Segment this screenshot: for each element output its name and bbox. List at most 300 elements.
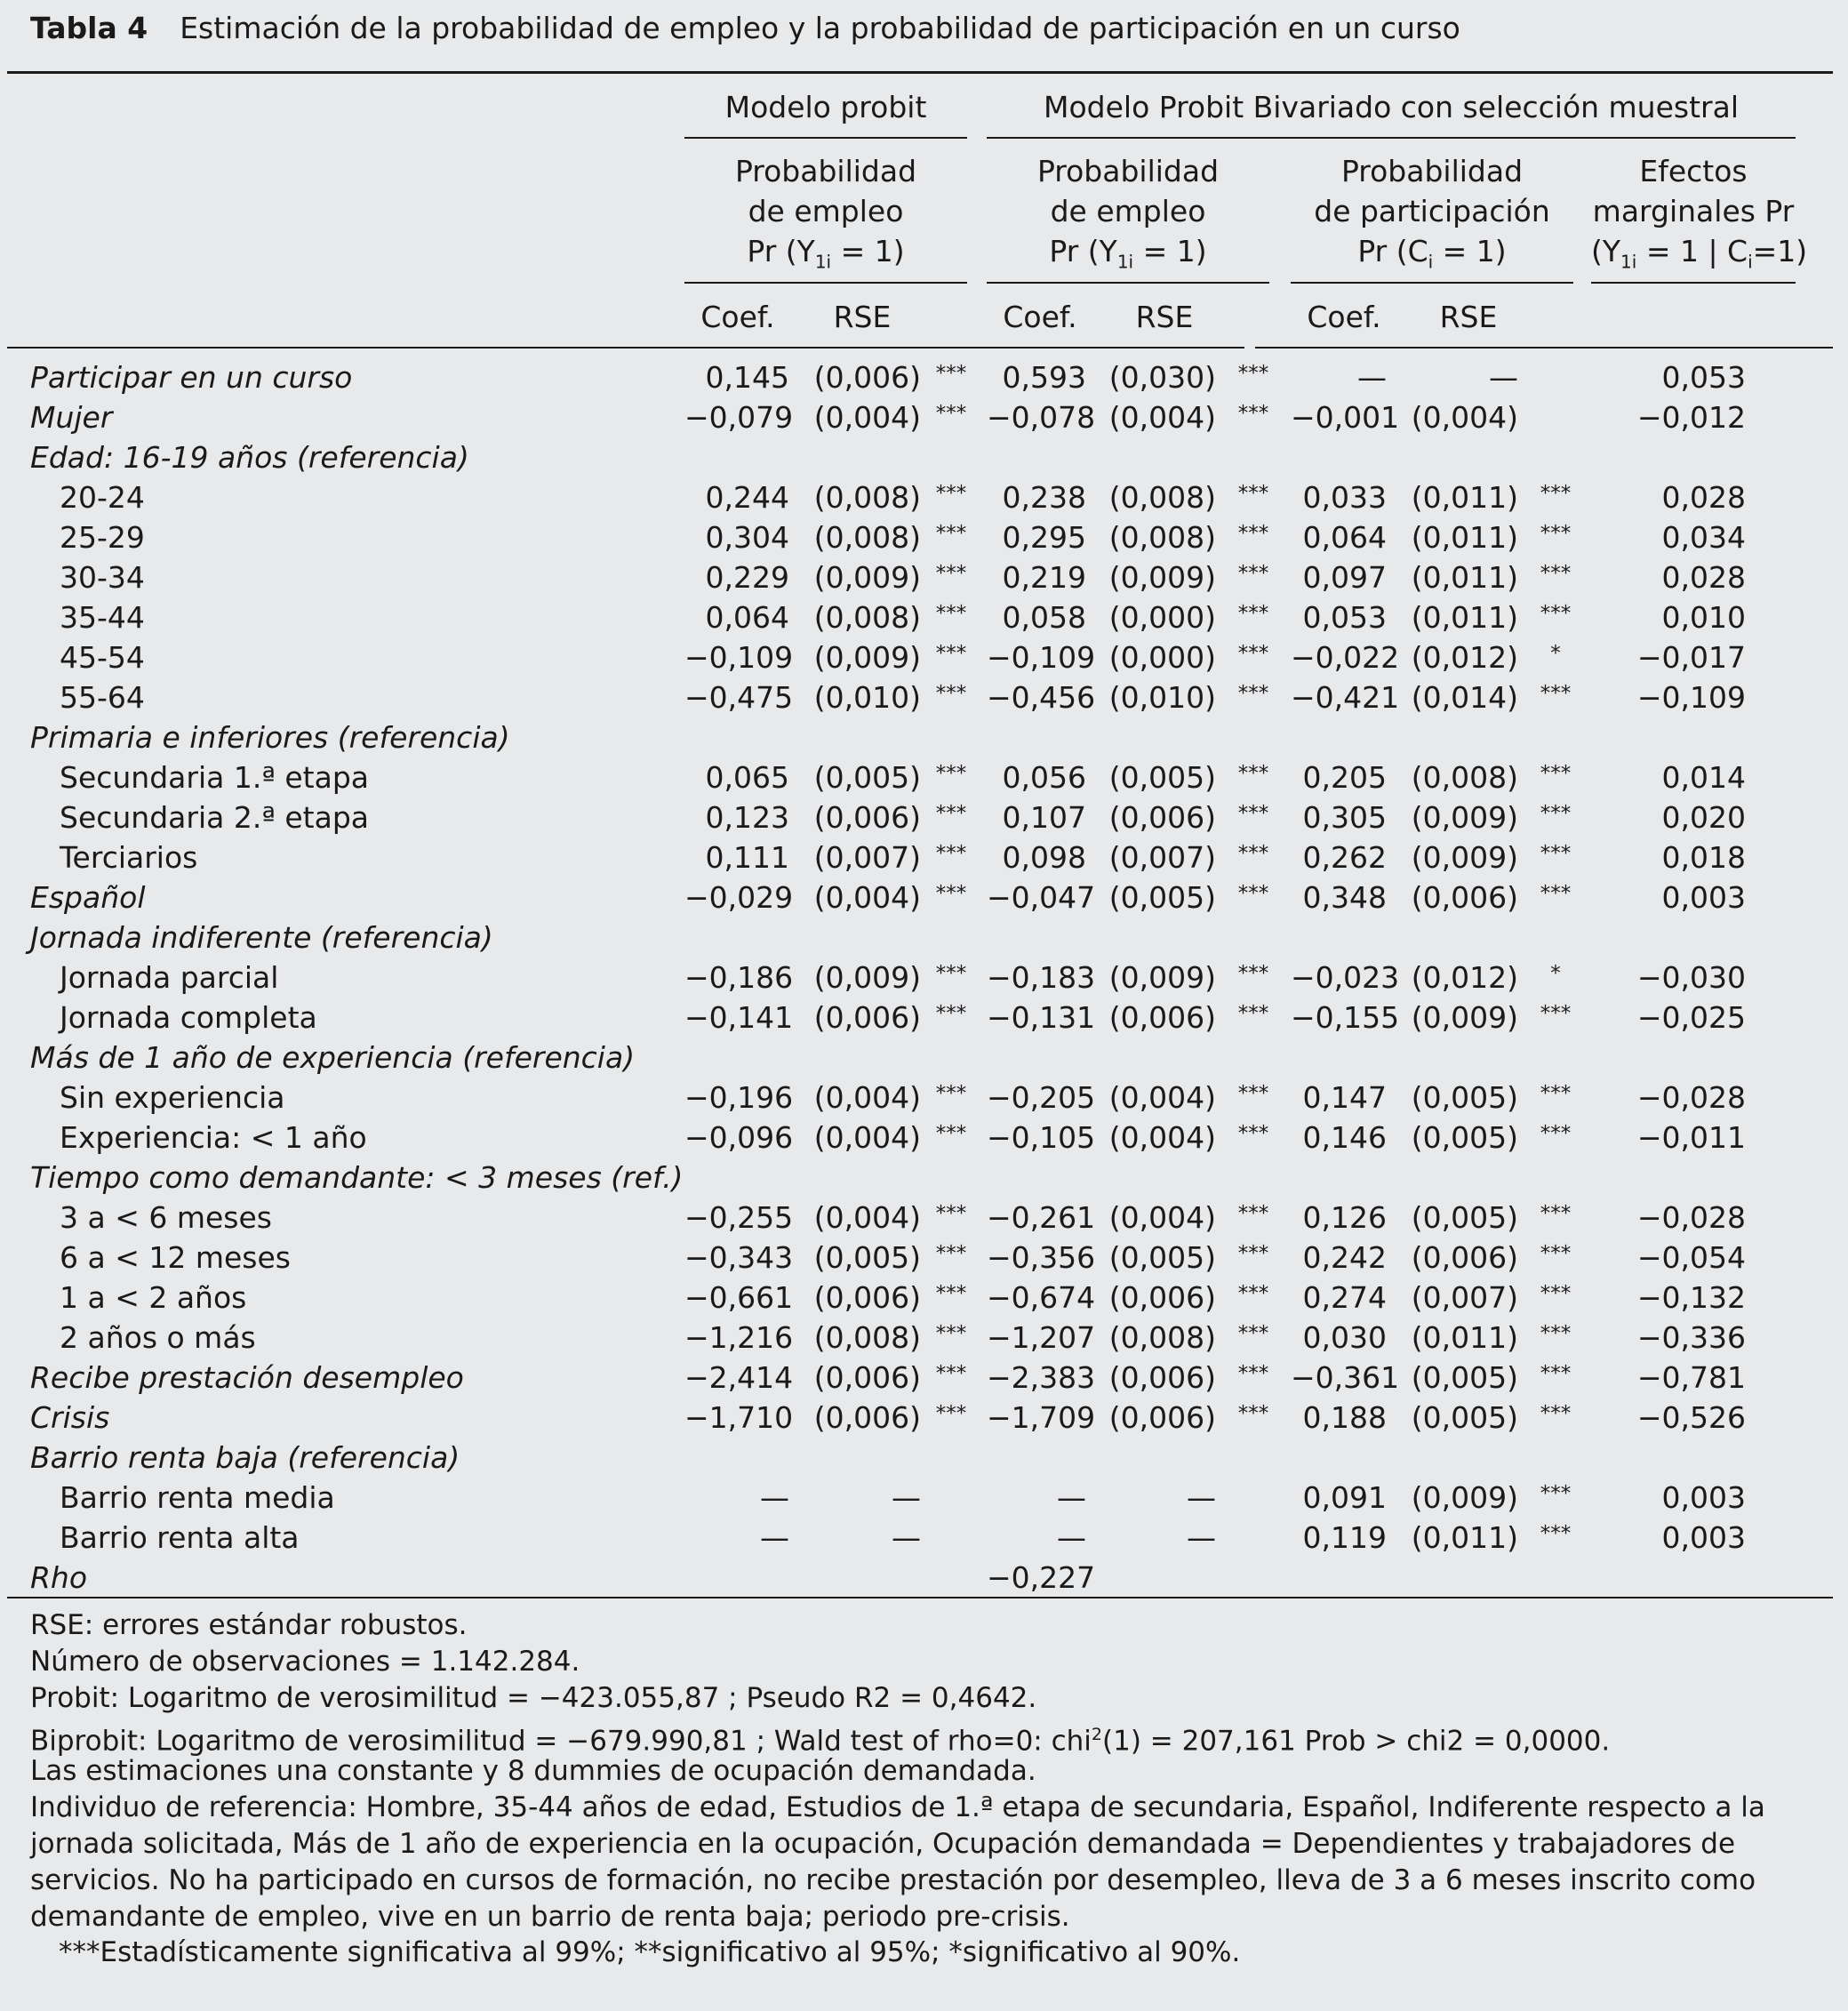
cell-biprobit-emp-rse: (0,009) bbox=[1108, 560, 1216, 595]
cell-biprobit-part-coef: 0,274 bbox=[1302, 1280, 1387, 1315]
cell-biprobit-part-rse: (0,005) bbox=[1411, 1360, 1518, 1395]
cell-biprobit-emp-rse: (0,004) bbox=[1108, 400, 1216, 435]
cell-biprobit-part-coef: −0,155 bbox=[1291, 1000, 1400, 1035]
cell-probit-sig: *** bbox=[935, 362, 967, 385]
cell-biprobit-emp-rse: (0,006) bbox=[1108, 1280, 1216, 1315]
cell-biprobit-part-coef: 0,305 bbox=[1302, 800, 1387, 835]
note-probit: Probit: Logaritmo de verosimilitud = −423.055,87 ; Pseudo R2 = 0,4642. bbox=[30, 1682, 1037, 1714]
row-label: Edad: 16-19 años (referencia) bbox=[30, 440, 469, 475]
cell-biprobit-emp-rse: — bbox=[1187, 1480, 1216, 1515]
cell-biprobit-part-coef: 0,146 bbox=[1302, 1120, 1387, 1155]
cell-probit-coef: 0,304 bbox=[705, 520, 789, 555]
row-label: 45-54 bbox=[60, 640, 145, 675]
cell-probit-rse: (0,004) bbox=[813, 1080, 921, 1115]
table-row bbox=[0, 797, 1848, 837]
row-label: Rho bbox=[30, 1560, 88, 1595]
cell-marginal-effect: 0,034 bbox=[1661, 520, 1746, 555]
row-label: Secundaria 2.ª etapa bbox=[60, 800, 369, 835]
table-row bbox=[0, 1278, 1848, 1318]
cell-probit-coef: 0,244 bbox=[705, 480, 789, 515]
cell-biprobit-part-rse: (0,007) bbox=[1411, 1280, 1518, 1315]
cell-biprobit-part-coef: 0,126 bbox=[1302, 1200, 1387, 1235]
cell-biprobit-emp-sig: *** bbox=[1237, 1402, 1269, 1425]
col-header-biprobit-participation: Probabilidad de participación Pr $(C_i = 1)$ bbox=[1314, 154, 1550, 273]
table-row bbox=[0, 997, 1848, 1038]
cell-biprobit-part-sig: *** bbox=[1540, 1002, 1572, 1025]
cell-biprobit-part-sig: *** bbox=[1540, 762, 1572, 785]
row-label: 30-34 bbox=[60, 560, 145, 595]
cell-biprobit-part-sig: *** bbox=[1540, 802, 1572, 825]
cell-biprobit-part-sig: *** bbox=[1540, 1242, 1572, 1265]
cell-biprobit-emp-rse: (0,006) bbox=[1108, 1400, 1216, 1435]
cell-probit-rse: (0,007) bbox=[813, 840, 921, 875]
cell-biprobit-emp-rse: (0,006) bbox=[1108, 1000, 1216, 1035]
cell-biprobit-emp-coef: −0,674 bbox=[987, 1280, 1096, 1315]
cell-biprobit-emp-rse: (0,004) bbox=[1108, 1200, 1216, 1235]
cell-probit-coef: −0,475 bbox=[684, 680, 794, 715]
cell-probit-sig: *** bbox=[935, 522, 967, 545]
cell-marginal-effect: 0,053 bbox=[1661, 360, 1746, 395]
cell-marginal-effect: −0,028 bbox=[1636, 1080, 1746, 1115]
cell-biprobit-part-sig: *** bbox=[1540, 1522, 1572, 1545]
cell-biprobit-part-rse: (0,006) bbox=[1411, 880, 1518, 915]
cell-marginal-effect: 0,020 bbox=[1661, 800, 1746, 835]
cell-probit-sig: *** bbox=[935, 1242, 967, 1265]
cell-biprobit-part-rse: (0,011) bbox=[1411, 1520, 1518, 1555]
cell-probit-sig: *** bbox=[935, 642, 967, 665]
group-header-biprobit: Modelo Probit Bivariado con selección muestral bbox=[1043, 90, 1739, 124]
cell-biprobit-emp-sig: *** bbox=[1237, 682, 1269, 705]
cell-probit-rse: (0,005) bbox=[813, 760, 921, 795]
cell-marginal-effect: −0,336 bbox=[1636, 1320, 1746, 1355]
cell-marginal-effect: −0,109 bbox=[1636, 680, 1746, 715]
table-row bbox=[0, 1038, 1848, 1078]
table-row bbox=[0, 877, 1848, 917]
cell-biprobit-part-sig: *** bbox=[1540, 522, 1572, 545]
cell-biprobit-emp-coef: −2,383 bbox=[987, 1360, 1096, 1395]
cell-biprobit-part-rse: (0,011) bbox=[1411, 1320, 1518, 1355]
row-label: Terciarios bbox=[60, 840, 198, 875]
cell-probit-rse: (0,004) bbox=[813, 880, 921, 915]
cell-biprobit-part-rse: (0,012) bbox=[1411, 960, 1518, 995]
note-significance: ***Estadísticamente significativa al 99%; **significativo al 95%; *significativo al 90%. bbox=[59, 1936, 1241, 1968]
table-row bbox=[0, 757, 1848, 797]
cell-probit-sig: *** bbox=[935, 1322, 967, 1345]
cell-marginal-effect: 0,014 bbox=[1661, 760, 1746, 795]
cell-probit-coef: 0,064 bbox=[705, 600, 789, 635]
cell-biprobit-emp-coef: −0,047 bbox=[987, 880, 1096, 915]
cell-probit-rse: (0,006) bbox=[813, 360, 921, 395]
row-label: 35-44 bbox=[60, 600, 145, 635]
cell-biprobit-emp-sig: *** bbox=[1237, 1242, 1269, 1265]
cell-biprobit-emp-coef: −0,105 bbox=[987, 1120, 1096, 1155]
cell-biprobit-part-sig: * bbox=[1550, 642, 1561, 665]
cell-marginal-effect: 0,018 bbox=[1661, 840, 1746, 875]
cell-biprobit-emp-sig: *** bbox=[1237, 1002, 1269, 1025]
cell-probit-coef: −2,414 bbox=[684, 1360, 794, 1395]
row-label: Más de 1 año de experiencia (referencia) bbox=[30, 1040, 636, 1075]
cell-probit-coef: 0,145 bbox=[705, 360, 789, 395]
cell-biprobit-emp-sig: *** bbox=[1237, 1282, 1269, 1305]
table-row bbox=[0, 1518, 1848, 1558]
note-reference-individual: Individuo de referencia: Hombre, 35-44 años de edad, Estudios de 1.ª etapa de secundaria, Español, Indiferente respecto a la jornada solicitada, Más de 1 año de experiencia en la ocupación, Ocupación demandada = Dependientes y trabajadores de servicios. No ha participado en cursos de formación, no recibe prestación por desempleo, lleva de 3 a 6 meses inscrito como demandante de empleo, vive en un barrio de renta baja; periodo pre-crisis. bbox=[30, 1791, 1765, 1933]
cell-biprobit-emp-rse: (0,004) bbox=[1108, 1080, 1216, 1115]
cell-probit-coef: −0,343 bbox=[684, 1240, 794, 1275]
table-row bbox=[0, 597, 1848, 637]
table-bottom-rule bbox=[7, 1597, 1833, 1598]
cell-probit-coef: −1,710 bbox=[684, 1400, 794, 1435]
cell-biprobit-emp-rse: (0,010) bbox=[1108, 680, 1216, 715]
col-rule-1 bbox=[684, 282, 967, 284]
group-header-probit: Modelo probit bbox=[724, 90, 927, 124]
cell-marginal-effect: 0,003 bbox=[1661, 1480, 1746, 1515]
cell-probit-coef: −0,029 bbox=[684, 880, 794, 915]
cell-probit-rse: (0,006) bbox=[813, 1400, 921, 1435]
table-row bbox=[0, 1238, 1848, 1278]
cell-probit-rse: (0,006) bbox=[813, 1000, 921, 1035]
cell-biprobit-part-rse: (0,014) bbox=[1411, 680, 1518, 715]
row-label: Secundaria 1.ª etapa bbox=[60, 760, 369, 795]
cell-probit-rse: (0,009) bbox=[813, 560, 921, 595]
cell-biprobit-part-rse: (0,005) bbox=[1411, 1200, 1518, 1235]
cell-biprobit-part-coef: 0,097 bbox=[1302, 560, 1387, 595]
subheader-coef-3: Coef. bbox=[1307, 300, 1381, 334]
cell-probit-rse: (0,008) bbox=[813, 480, 921, 515]
note-observations: Número de observaciones = 1.142.284. bbox=[30, 1646, 580, 1678]
cell-probit-rse: (0,004) bbox=[813, 1120, 921, 1155]
cell-biprobit-part-rse: (0,011) bbox=[1411, 520, 1518, 555]
cell-biprobit-part-sig: *** bbox=[1540, 1322, 1572, 1345]
table-row bbox=[0, 957, 1848, 997]
cell-marginal-effect: −0,132 bbox=[1636, 1280, 1746, 1315]
cell-biprobit-part-sig: *** bbox=[1540, 1202, 1572, 1225]
col-header-probit-employment: Probabilidad de empleo Pr $(Y_{1i} = 1)$ bbox=[734, 154, 917, 273]
cell-biprobit-part-sig: *** bbox=[1540, 1482, 1572, 1505]
cell-biprobit-part-sig: *** bbox=[1540, 562, 1572, 585]
cell-marginal-effect: 0,028 bbox=[1661, 480, 1746, 515]
cell-probit-rse: (0,008) bbox=[813, 520, 921, 555]
cell-probit-sig: *** bbox=[935, 1122, 967, 1145]
cell-biprobit-emp-coef: −0,131 bbox=[987, 1000, 1096, 1035]
row-label: Primaria e inferiores (referencia) bbox=[30, 720, 510, 755]
cell-probit-coef: 0,111 bbox=[705, 840, 789, 875]
cell-marginal-effect: 0,003 bbox=[1661, 1520, 1746, 1555]
cell-marginal-effect: −0,054 bbox=[1636, 1240, 1746, 1275]
cell-biprobit-part-coef: −0,421 bbox=[1291, 680, 1400, 715]
cell-probit-sig: *** bbox=[935, 842, 967, 865]
cell-biprobit-emp-coef: −0,183 bbox=[987, 960, 1096, 995]
subheader-rse-1: RSE bbox=[833, 300, 892, 334]
cell-probit-rse: (0,008) bbox=[813, 1320, 921, 1355]
cell-probit-rse: — bbox=[892, 1520, 921, 1555]
cell-biprobit-part-rse: (0,011) bbox=[1411, 560, 1518, 595]
cell-biprobit-emp-coef: 0,593 bbox=[1002, 360, 1086, 395]
cell-marginal-effect: 0,010 bbox=[1661, 600, 1746, 635]
table-row bbox=[0, 717, 1848, 757]
cell-marginal-effect: −0,012 bbox=[1636, 400, 1746, 435]
row-label: Español bbox=[30, 880, 146, 915]
cell-probit-coef: 0,065 bbox=[705, 760, 789, 795]
cell-biprobit-emp-coef: 0,238 bbox=[1002, 480, 1086, 515]
note-biprobit: Biprobit: Logaritmo de verosimilitud = −679.990,81 ; Wald test of rho=0: chi$^2$(1) = 207,161 Prob > chi2 = 0,0000. bbox=[30, 1725, 1611, 1758]
cell-biprobit-part-rse: (0,005) bbox=[1411, 1400, 1518, 1435]
cell-biprobit-emp-sig: *** bbox=[1237, 522, 1269, 545]
row-label: 3 a < 6 meses bbox=[60, 1200, 272, 1235]
table-row bbox=[0, 1478, 1848, 1518]
cell-biprobit-emp-sig: *** bbox=[1237, 762, 1269, 785]
cell-biprobit-emp-rse: (0,005) bbox=[1108, 1240, 1216, 1275]
table-row bbox=[0, 1358, 1848, 1398]
row-label: 1 a < 2 años bbox=[60, 1280, 247, 1315]
subheader-rse-3: RSE bbox=[1439, 300, 1498, 334]
header-bottom-rule-left bbox=[7, 347, 1244, 349]
note-estimations: Las estimaciones una constante y 8 dummies de ocupación demandada. bbox=[30, 1755, 1036, 1787]
cell-biprobit-emp-sig: *** bbox=[1237, 1202, 1269, 1225]
cell-probit-coef: −0,141 bbox=[684, 1000, 794, 1035]
cell-biprobit-part-coef: 0,147 bbox=[1302, 1080, 1387, 1115]
cell-probit-coef: −0,186 bbox=[684, 960, 794, 995]
cell-biprobit-emp-sig: *** bbox=[1237, 802, 1269, 825]
cell-probit-rse: (0,010) bbox=[813, 680, 921, 715]
row-label: Jornada parcial bbox=[60, 960, 279, 995]
cell-biprobit-emp-rse: — bbox=[1187, 1520, 1216, 1555]
table-row bbox=[0, 557, 1848, 597]
cell-biprobit-emp-rse: (0,008) bbox=[1108, 520, 1216, 555]
cell-biprobit-part-rse: (0,008) bbox=[1411, 760, 1518, 795]
cell-biprobit-emp-rse: (0,006) bbox=[1108, 1360, 1216, 1395]
cell-biprobit-emp-rse: (0,004) bbox=[1108, 1120, 1216, 1155]
cell-biprobit-emp-coef: 0,058 bbox=[1002, 600, 1086, 635]
table-row bbox=[0, 637, 1848, 677]
cell-biprobit-emp-rse: (0,007) bbox=[1108, 840, 1216, 875]
cell-probit-sig: *** bbox=[935, 882, 967, 905]
cell-biprobit-part-coef: 0,205 bbox=[1302, 760, 1387, 795]
cell-biprobit-emp-coef: −1,207 bbox=[987, 1320, 1096, 1355]
cell-biprobit-emp-coef: −1,709 bbox=[987, 1400, 1096, 1435]
cell-probit-coef: −0,109 bbox=[684, 640, 794, 675]
cell-biprobit-emp-coef: 0,098 bbox=[1002, 840, 1086, 875]
cell-biprobit-emp-sig: *** bbox=[1237, 1082, 1269, 1105]
cell-probit-rse: (0,006) bbox=[813, 1280, 921, 1315]
row-label: 25-29 bbox=[60, 520, 145, 555]
cell-biprobit-emp-coef: 0,219 bbox=[1002, 560, 1086, 595]
table-row bbox=[0, 837, 1848, 877]
cell-probit-sig: *** bbox=[935, 482, 967, 505]
cell-biprobit-part-sig: *** bbox=[1540, 842, 1572, 865]
table-row bbox=[0, 677, 1848, 717]
cell-probit-sig: *** bbox=[935, 802, 967, 825]
cell-biprobit-emp-sig: *** bbox=[1237, 882, 1269, 905]
cell-biprobit-emp-coef: 0,295 bbox=[1002, 520, 1086, 555]
note-rse: RSE: errores estándar robustos. bbox=[30, 1609, 468, 1641]
cell-biprobit-part-coef: 0,348 bbox=[1302, 880, 1387, 915]
cell-marginal-effect: −0,011 bbox=[1636, 1120, 1746, 1155]
cell-biprobit-emp-coef: — bbox=[1057, 1520, 1086, 1555]
cell-biprobit-part-coef: — bbox=[1357, 360, 1387, 395]
col-header-marginal-effects: Efectos marginales Pr ($Y_{1i} = 1$ | $C_i=1$) bbox=[1591, 154, 1808, 273]
row-label: Mujer bbox=[30, 400, 113, 435]
cell-probit-rse: (0,009) bbox=[813, 640, 921, 675]
cell-probit-coef: 0,229 bbox=[705, 560, 789, 595]
cell-probit-rse: (0,004) bbox=[813, 400, 921, 435]
cell-biprobit-part-coef: 0,262 bbox=[1302, 840, 1387, 875]
row-label: 55-64 bbox=[60, 680, 145, 715]
cell-probit-sig: *** bbox=[935, 1402, 967, 1425]
row-label: Barrio renta media bbox=[60, 1480, 335, 1515]
cell-biprobit-emp-coef: 0,107 bbox=[1002, 800, 1086, 835]
cell-marginal-effect: −0,025 bbox=[1636, 1000, 1746, 1035]
cell-probit-sig: *** bbox=[935, 1202, 967, 1225]
col-rule-3 bbox=[1291, 282, 1573, 284]
cell-marginal-effect: −0,017 bbox=[1636, 640, 1746, 675]
cell-marginal-effect: −0,030 bbox=[1636, 960, 1746, 995]
table-number: Tabla 4 bbox=[30, 11, 148, 45]
cell-probit-coef: −0,661 bbox=[684, 1280, 794, 1315]
cell-probit-sig: *** bbox=[935, 1362, 967, 1385]
cell-biprobit-emp-sig: *** bbox=[1237, 602, 1269, 625]
subheader-rse-2: RSE bbox=[1135, 300, 1194, 334]
cell-biprobit-emp-sig: *** bbox=[1237, 362, 1269, 385]
cell-biprobit-emp-rse: (0,000) bbox=[1108, 600, 1216, 635]
row-label: Sin experiencia bbox=[60, 1080, 285, 1115]
table-row bbox=[0, 477, 1848, 517]
cell-probit-rse: (0,005) bbox=[813, 1240, 921, 1275]
table-row bbox=[0, 1438, 1848, 1478]
table-caption bbox=[30, 11, 1460, 45]
cell-probit-rse: (0,009) bbox=[813, 960, 921, 995]
cell-biprobit-part-rse: (0,009) bbox=[1411, 1480, 1518, 1515]
cell-biprobit-emp-coef: −0,356 bbox=[987, 1240, 1096, 1275]
cell-biprobit-emp-coef: — bbox=[1057, 1480, 1086, 1515]
cell-biprobit-part-sig: *** bbox=[1540, 882, 1572, 905]
cell-probit-sig: *** bbox=[935, 602, 967, 625]
table-row bbox=[0, 1318, 1848, 1358]
cell-biprobit-emp-coef: −0,109 bbox=[987, 640, 1096, 675]
cell-probit-rse: — bbox=[892, 1480, 921, 1515]
table-row bbox=[0, 517, 1848, 557]
col-rule-4 bbox=[1591, 282, 1796, 284]
cell-biprobit-part-rse: (0,005) bbox=[1411, 1080, 1518, 1115]
cell-probit-coef: 0,123 bbox=[705, 800, 789, 835]
table-row bbox=[0, 1118, 1848, 1158]
row-label: 6 a < 12 meses bbox=[60, 1240, 291, 1275]
row-label: Jornada indiferente (referencia) bbox=[30, 920, 493, 955]
cell-biprobit-part-coef: −0,022 bbox=[1291, 640, 1400, 675]
cell-biprobit-emp-rse: (0,005) bbox=[1108, 880, 1216, 915]
cell-biprobit-emp-coef: 0,056 bbox=[1002, 760, 1086, 795]
row-label: Experiencia: < 1 año bbox=[60, 1120, 367, 1155]
table-row bbox=[0, 437, 1848, 477]
cell-biprobit-part-sig: *** bbox=[1540, 1362, 1572, 1385]
cell-probit-sig: *** bbox=[935, 762, 967, 785]
cell-probit-rse: (0,004) bbox=[813, 1200, 921, 1235]
table-row bbox=[0, 917, 1848, 957]
cell-biprobit-emp-coef: −0,261 bbox=[987, 1200, 1096, 1235]
cell-biprobit-part-sig: *** bbox=[1540, 1282, 1572, 1305]
cell-biprobit-part-rse: (0,012) bbox=[1411, 640, 1518, 675]
cell-biprobit-part-rse: (0,005) bbox=[1411, 1120, 1518, 1155]
cell-biprobit-part-coef: 0,242 bbox=[1302, 1240, 1387, 1275]
cell-biprobit-part-rse: (0,009) bbox=[1411, 840, 1518, 875]
group-rule-probit bbox=[684, 137, 967, 139]
col-rule-2 bbox=[987, 282, 1269, 284]
cell-biprobit-emp-coef: −0,205 bbox=[987, 1080, 1096, 1115]
cell-biprobit-emp-sig: *** bbox=[1237, 402, 1269, 425]
cell-marginal-effect: 0,003 bbox=[1661, 880, 1746, 915]
subheader-coef-1: Coef. bbox=[700, 300, 775, 334]
cell-biprobit-emp-sig: *** bbox=[1237, 562, 1269, 585]
cell-biprobit-part-sig: *** bbox=[1540, 1082, 1572, 1105]
row-label: 2 años o más bbox=[60, 1320, 256, 1355]
cell-probit-sig: *** bbox=[935, 402, 967, 425]
cell-biprobit-part-coef: 0,188 bbox=[1302, 1400, 1387, 1435]
table-row bbox=[0, 1558, 1848, 1598]
cell-probit-coef: −0,255 bbox=[684, 1200, 794, 1235]
row-label: 20-24 bbox=[60, 480, 145, 515]
cell-biprobit-part-rse: (0,009) bbox=[1411, 800, 1518, 835]
table-row bbox=[0, 1398, 1848, 1438]
cell-marginal-effect: −0,781 bbox=[1636, 1360, 1746, 1395]
cell-biprobit-emp-coef: −0,227 bbox=[987, 1560, 1096, 1595]
cell-biprobit-emp-rse: (0,009) bbox=[1108, 960, 1216, 995]
row-label: Tiempo como demandante: < 3 meses (ref.) bbox=[30, 1160, 684, 1195]
cell-biprobit-emp-coef: −0,078 bbox=[987, 400, 1096, 435]
cell-probit-coef: — bbox=[760, 1480, 789, 1515]
cell-probit-coef: −0,196 bbox=[684, 1080, 794, 1115]
col-header-biprobit-employment: Probabilidad de empleo Pr $(Y_{1i} = 1)$ bbox=[1036, 154, 1220, 273]
table-row bbox=[0, 1198, 1848, 1238]
cell-biprobit-emp-sig: *** bbox=[1237, 642, 1269, 665]
cell-probit-rse: (0,006) bbox=[813, 800, 921, 835]
cell-biprobit-part-rse: (0,011) bbox=[1411, 480, 1518, 515]
cell-biprobit-part-coef: 0,064 bbox=[1302, 520, 1387, 555]
cell-biprobit-emp-sig: *** bbox=[1237, 1362, 1269, 1385]
cell-biprobit-part-rse: (0,011) bbox=[1411, 600, 1518, 635]
cell-probit-rse: (0,008) bbox=[813, 600, 921, 635]
cell-marginal-effect: 0,028 bbox=[1661, 560, 1746, 595]
cell-marginal-effect: −0,526 bbox=[1636, 1400, 1746, 1435]
cell-biprobit-part-sig: *** bbox=[1540, 1402, 1572, 1425]
cell-probit-sig: *** bbox=[935, 1282, 967, 1305]
table-title: Estimación de la probabilidad de empleo y la probabilidad de participación en un curso bbox=[180, 11, 1460, 45]
cell-biprobit-part-sig: *** bbox=[1540, 602, 1572, 625]
cell-biprobit-emp-coef: −0,456 bbox=[987, 680, 1096, 715]
header-bottom-rule-right bbox=[1255, 347, 1833, 349]
row-label: Barrio renta baja (referencia) bbox=[30, 1440, 460, 1475]
cell-biprobit-part-coef: −0,001 bbox=[1291, 400, 1400, 435]
group-rule-biprobit bbox=[987, 137, 1796, 139]
cell-probit-sig: *** bbox=[935, 682, 967, 705]
cell-biprobit-part-rse: (0,006) bbox=[1411, 1240, 1518, 1275]
cell-probit-coef: −0,079 bbox=[684, 400, 794, 435]
cell-probit-sig: *** bbox=[935, 562, 967, 585]
cell-biprobit-emp-rse: (0,005) bbox=[1108, 760, 1216, 795]
cell-marginal-effect: −0,028 bbox=[1636, 1200, 1746, 1235]
cell-biprobit-part-coef: 0,053 bbox=[1302, 600, 1387, 635]
cell-biprobit-emp-sig: *** bbox=[1237, 482, 1269, 505]
cell-biprobit-part-sig: *** bbox=[1540, 482, 1572, 505]
cell-probit-sig: *** bbox=[935, 962, 967, 985]
table-row bbox=[0, 1078, 1848, 1118]
cell-biprobit-part-rse: (0,004) bbox=[1411, 400, 1518, 435]
cell-biprobit-part-coef: 0,119 bbox=[1302, 1520, 1387, 1555]
cell-biprobit-emp-rse: (0,030) bbox=[1108, 360, 1216, 395]
cell-biprobit-part-rse: — bbox=[1489, 360, 1518, 395]
row-label: Recibe prestación desempleo bbox=[30, 1360, 464, 1395]
cell-probit-rse: (0,006) bbox=[813, 1360, 921, 1395]
cell-biprobit-part-coef: −0,023 bbox=[1291, 960, 1400, 995]
cell-probit-coef: −1,216 bbox=[684, 1320, 794, 1355]
